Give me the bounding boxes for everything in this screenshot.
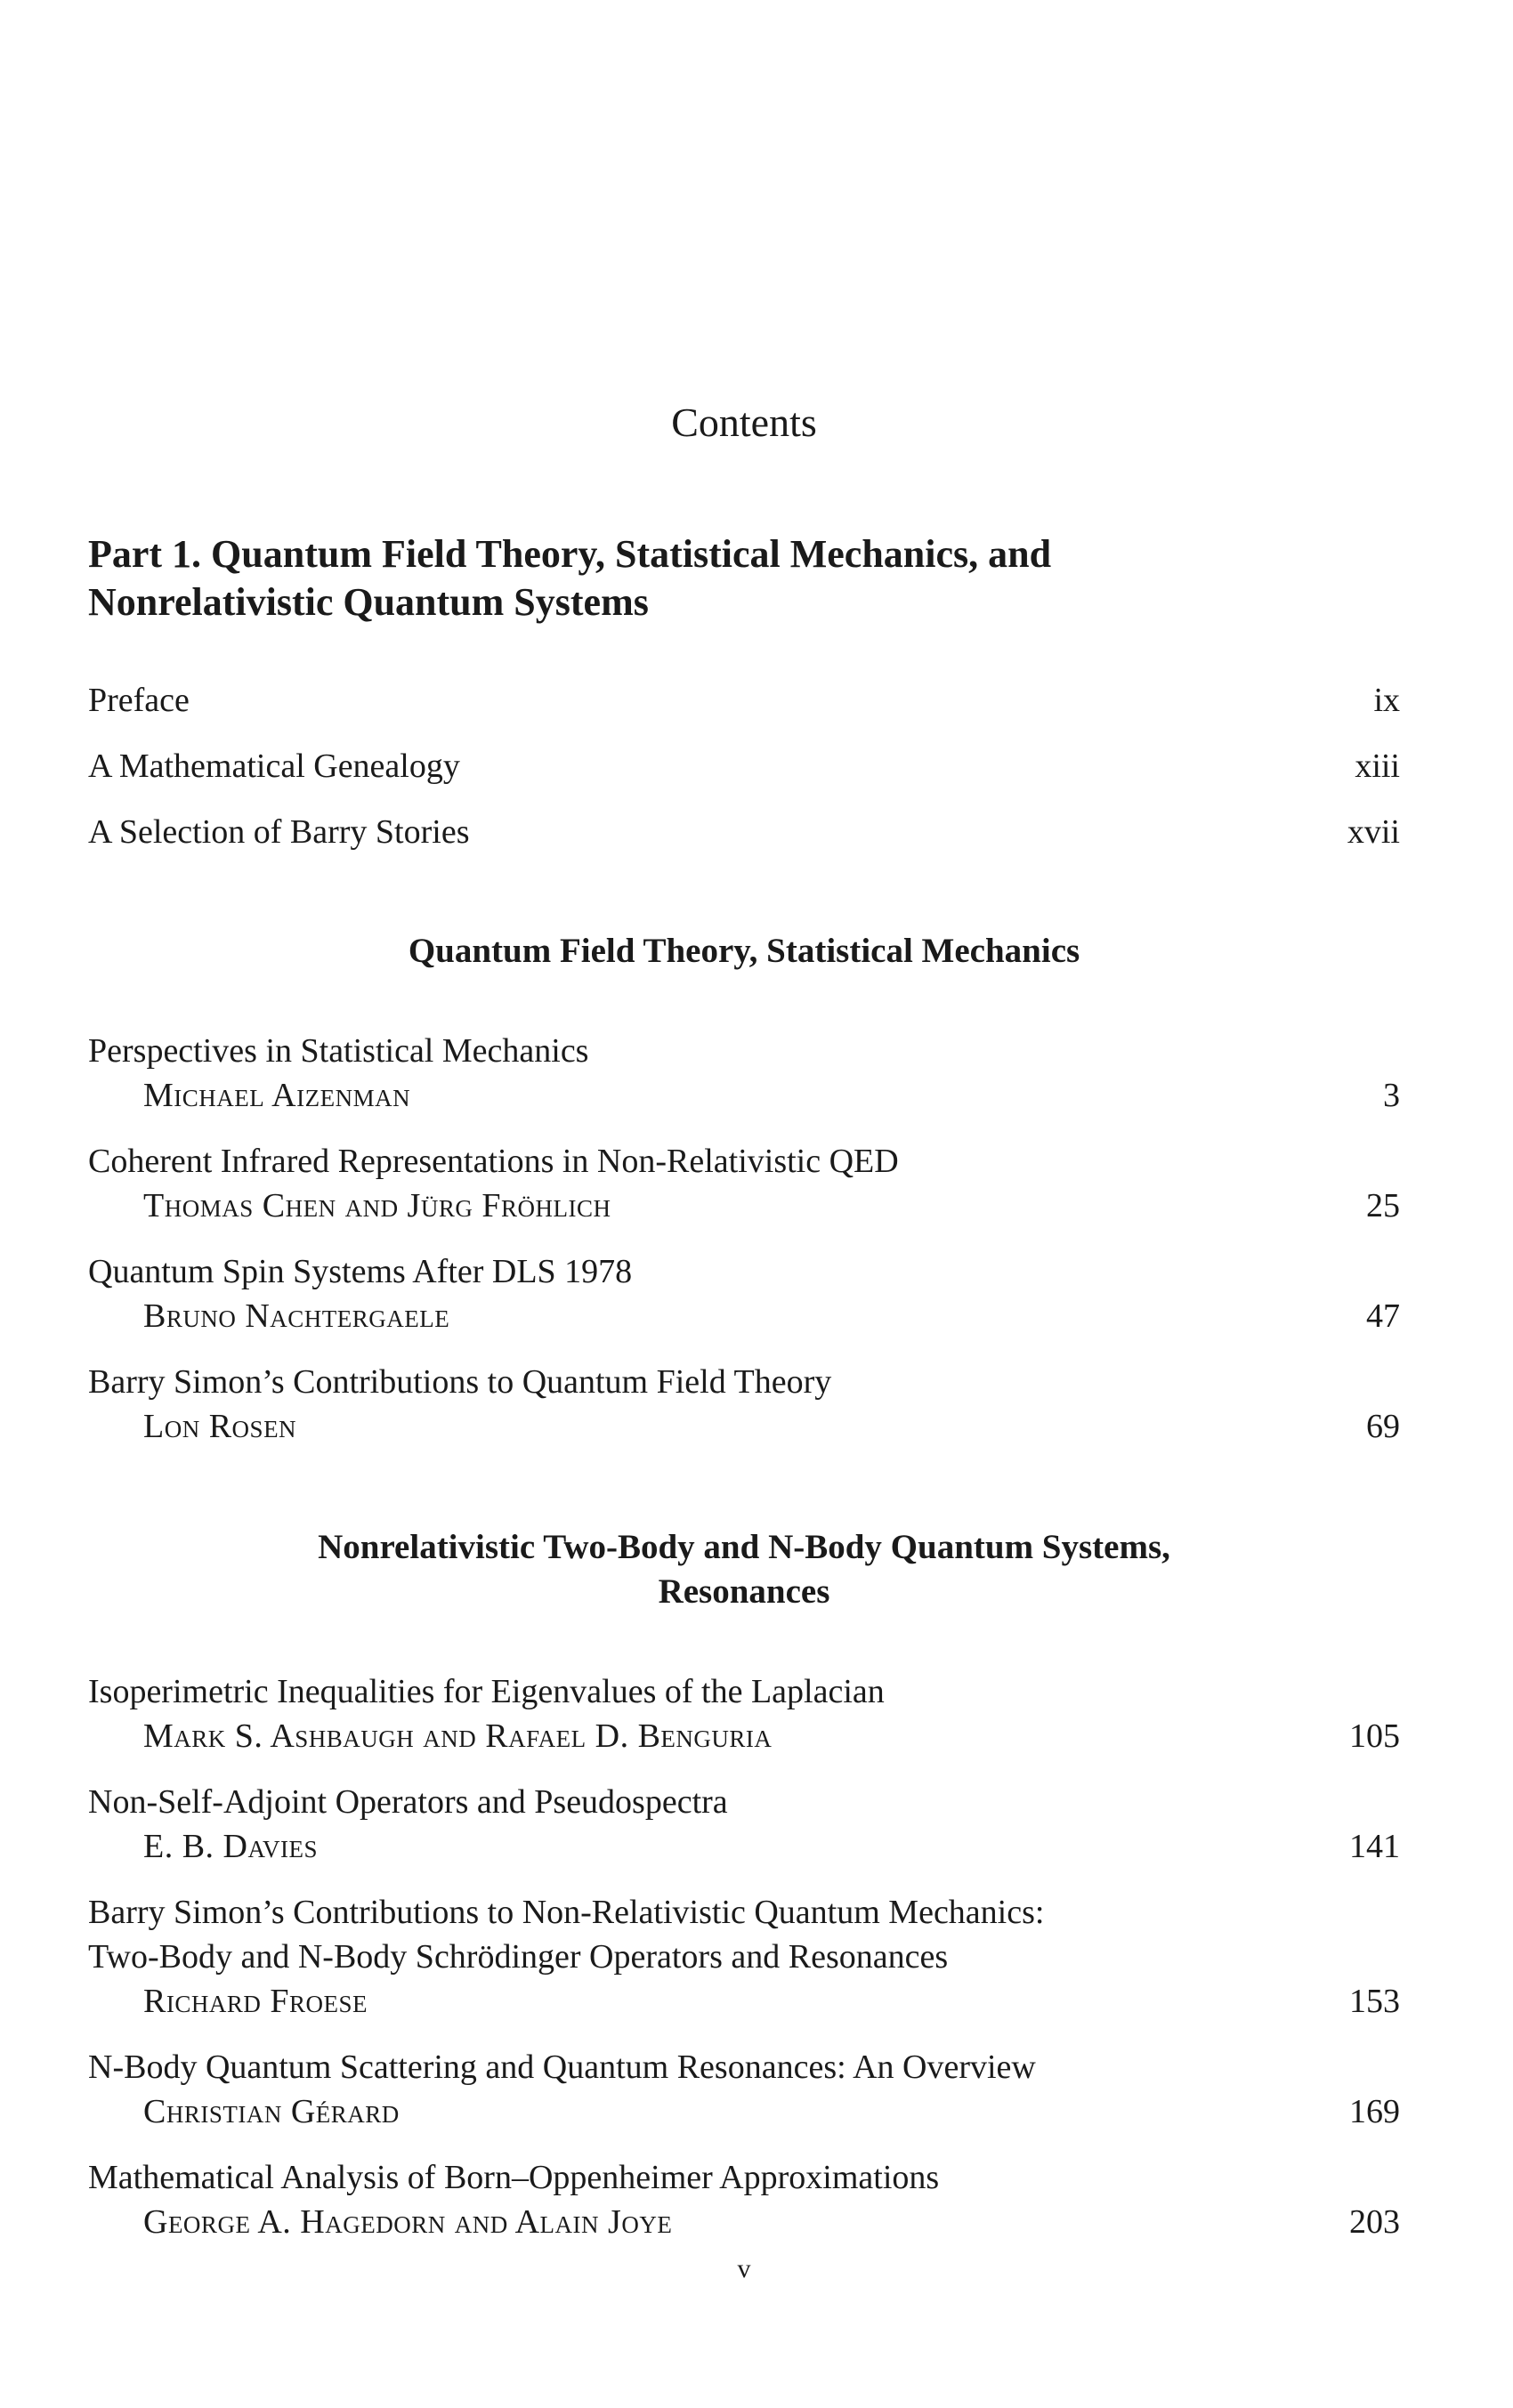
entry-author: Lon Rosen	[143, 1408, 297, 1445]
entry-title: Non-Self-Adjoint Operators and Pseudospectra	[88, 1783, 728, 1821]
toc-entry	[88, 1780, 1400, 1869]
entry-title: N-Body Quantum Scattering and Quantum Resonances: An Overview	[88, 2048, 1036, 2086]
entry-title: A Mathematical Genealogy	[88, 747, 460, 785]
entry-title-line2: Two-Body and N-Body Schrödinger Operators and Resonances	[88, 1938, 949, 1976]
entry-page: 105	[1349, 1717, 1400, 1755]
part-heading	[88, 530, 1400, 626]
entry-author: Michael Aizenman	[143, 1077, 411, 1114]
entry-author: Mark S. Ashbaugh and Rafael D. Benguria	[143, 1717, 773, 1755]
toc-entry	[88, 1029, 1400, 1118]
entry-page: 3	[1383, 1077, 1400, 1114]
entry-title: Barry Simon’s Contributions to Quantum Field Theory	[88, 1363, 832, 1401]
section-heading-nonrelativistic	[88, 1525, 1400, 1614]
entry-page: xiii	[1355, 747, 1400, 785]
entry-title: Perspectives in Statistical Mechanics	[88, 1032, 589, 1070]
toc-entry-preface	[88, 678, 1400, 723]
toc-entry	[88, 1139, 1400, 1228]
entry-page: ix	[1373, 682, 1400, 719]
entry-page: 169	[1349, 2093, 1400, 2130]
part-heading-line2: Nonrelativistic Quantum Systems	[88, 580, 649, 624]
toc-entry-genealogy	[88, 744, 1400, 788]
entry-title: Mathematical Analysis of Born–Oppenheimer Approximations	[88, 2159, 940, 2196]
entry-page: 203	[1349, 2203, 1400, 2241]
contents-title: Contents	[671, 400, 817, 445]
entry-page: 69	[1366, 1408, 1400, 1445]
entry-title: Preface	[88, 682, 190, 719]
entry-author: George A. Hagedorn and Alain Joye	[143, 2203, 673, 2241]
section-heading-qft: Quantum Field Theory, Statistical Mechanics	[408, 932, 1080, 970]
toc-entry	[88, 1669, 1400, 1758]
toc-entry	[88, 2045, 1400, 2134]
entry-page: 153	[1349, 1983, 1400, 2020]
entry-title: A Selection of Barry Stories	[88, 813, 470, 851]
toc-page	[88, 0, 1400, 2408]
entry-author: Christian Gérard	[143, 2093, 400, 2130]
toc-entry	[88, 2155, 1400, 2244]
entry-title: Quantum Spin Systems After DLS 1978	[88, 1253, 633, 1290]
entry-author: Thomas Chen and Jürg Fröhlich	[143, 1187, 611, 1224]
entry-title: Isoperimetric Inequalities for Eigenvalues of the Laplacian	[88, 1673, 885, 1710]
entry-author: E. B. Davies	[143, 1828, 319, 1865]
toc-entry	[88, 1890, 1400, 2024]
part-heading-line1: Part 1. Quantum Field Theory, Statistical Mechanics, and	[88, 532, 1052, 576]
entry-author: Bruno Nachtergaele	[143, 1297, 450, 1335]
entry-title: Coherent Infrared Representations in Non-Relativistic QED	[88, 1143, 899, 1180]
entry-page: 141	[1349, 1828, 1400, 1865]
toc-entry-barry-stories	[88, 810, 1400, 854]
entry-author: Richard Froese	[143, 1983, 368, 2020]
section-heading-line1: Nonrelativistic Two-Body and N-Body Quantum Systems,	[318, 1528, 1170, 1566]
toc-entry	[88, 1249, 1400, 1338]
entry-title: Barry Simon’s Contributions to Non-Relativistic Quantum Mechanics:	[88, 1894, 1045, 1931]
entry-page: 25	[1366, 1187, 1400, 1224]
page-folio: v	[737, 2254, 751, 2283]
toc-entry	[88, 1360, 1400, 1449]
entry-page: xvii	[1347, 813, 1400, 851]
entry-page: 47	[1366, 1297, 1400, 1335]
section-heading-line2: Resonances	[658, 1572, 830, 1611]
